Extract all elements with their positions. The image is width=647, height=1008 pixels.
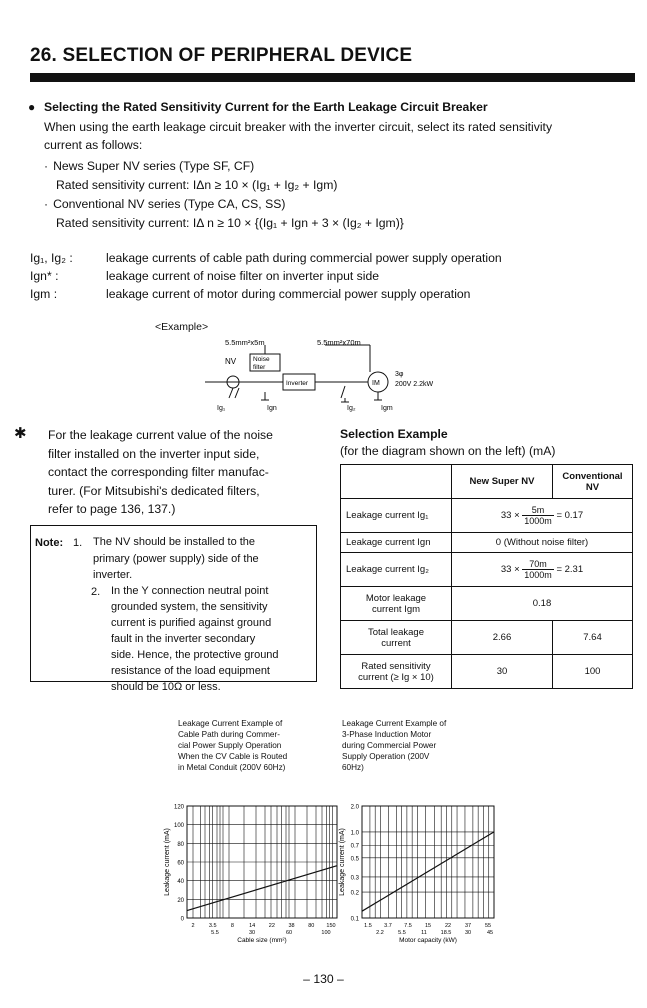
x-tick-label: 2 — [191, 923, 195, 929]
x-tick-label: 5.5 — [211, 930, 219, 936]
selection-title: Selection Example — [340, 427, 448, 441]
chart2-caption — [342, 718, 446, 773]
cable1-label: 5.5mm²x5m — [225, 338, 265, 347]
fraction-den: 1000m — [524, 570, 552, 580]
note-line: fault in the inverter secondary — [111, 633, 256, 645]
definition-row — [30, 249, 508, 267]
definition-symbol: Ig₁, Ig₂ : — [30, 251, 73, 265]
x-tick-label: 150 — [326, 923, 336, 929]
table-row — [341, 587, 633, 621]
row-label — [341, 621, 452, 655]
x-tick-label: 30 — [464, 930, 472, 936]
x-tick-label: 22 — [444, 923, 452, 929]
fraction — [522, 505, 554, 526]
definition-symbol: Ign* : — [30, 269, 59, 283]
selection-table — [340, 464, 633, 689]
definition-symbol: Igm : — [30, 287, 58, 301]
table-row — [341, 499, 633, 533]
note-line: current is purified against ground — [111, 617, 272, 629]
row-label-line: Total leakage — [368, 626, 424, 638]
row-label-line: current (≥ Ig × 10) — [358, 671, 434, 683]
chart1-caption — [178, 718, 287, 773]
caption-line: cial Power Supply Operation — [178, 741, 282, 750]
y-tick-label: 0 — [180, 916, 184, 923]
heading-text: Selecting the Rated Sensitivity Current for the Earth Leakage Circuit Breaker — [44, 100, 488, 114]
ign-value: 0 (Without noise filter) — [452, 533, 633, 553]
y-tick-label: 100 — [173, 823, 184, 830]
note-line: should be 10Ω or less. — [111, 681, 221, 693]
table-row — [341, 655, 633, 689]
x-tick-label: 2.2 — [376, 930, 384, 936]
selection-subtitle: (for the diagram shown on the left) (mA) — [340, 444, 556, 458]
y-tick-label: 20 — [177, 897, 184, 904]
x-axis-label: Cable size (mm²) — [237, 937, 287, 944]
ig2-label: Ig₂ — [347, 405, 356, 412]
note-line: grounded system, the sensitivity — [111, 601, 268, 613]
row-label-line: Motor leakage — [365, 592, 427, 604]
row-label-line: current Igm — [371, 603, 421, 615]
y-tick-label: 60 — [177, 860, 184, 867]
example-circuit-diagram — [195, 336, 445, 414]
row-label — [341, 655, 452, 689]
cable2-label: 5.5mm²x70m — [317, 338, 361, 347]
row-label-line: current — [381, 637, 411, 649]
x-axis-label: Motor capacity (kW) — [399, 937, 457, 944]
cable-leakage-chart — [165, 798, 340, 958]
intro-line-2: current as follows: — [44, 138, 143, 152]
x-tick-label: 38 — [288, 923, 295, 929]
y-tick-label: 2.0 — [350, 804, 359, 811]
phase-label: 3φ — [395, 371, 404, 378]
table-row — [341, 621, 633, 655]
x-tick-label: 37 — [464, 923, 472, 929]
fraction — [522, 559, 554, 580]
definition-text: leakage current of noise filter on inverter input side — [106, 269, 380, 283]
item-2: · Conventional NV series (Type CA, CS, SS) — [44, 197, 286, 211]
item-1: · News Super NV series (Type SF, CF) — [44, 159, 255, 173]
y-tick-label: 0.7 — [350, 843, 359, 850]
note-line: primary (power supply) side of the — [93, 552, 259, 565]
leakage-note-line: turer. (For Mitsubishi's dedicated filters, — [48, 483, 260, 498]
chart-frame — [362, 806, 494, 918]
leakage-note-line: filter installed on the inverter input side, — [48, 446, 260, 461]
table-header-row — [341, 465, 633, 499]
y-tick-label: 0.3 — [350, 875, 359, 882]
noise-filter-line1: Noise — [253, 356, 270, 363]
leakage-note — [48, 426, 273, 519]
title-rule — [30, 73, 635, 82]
note-line: side. Hence, the protective ground — [111, 649, 279, 661]
definition-text: leakage currents of cable path during commercial power supply operation — [106, 251, 502, 265]
rated-conv-value: 100 — [553, 655, 633, 689]
x-tick-label: 60 — [285, 930, 293, 936]
definitions-table — [30, 249, 508, 303]
leakage-note-line: contact the corresponding filter manufac- — [48, 465, 269, 479]
x-tick-label: 3.7 — [384, 923, 392, 929]
leakage-arrows — [229, 386, 345, 398]
x-tick-label: 100 — [321, 930, 331, 936]
note-item-2-num: 2. — [91, 586, 101, 598]
igm-label: Igm — [381, 405, 393, 412]
note-line: In the Y connection neutral point — [111, 585, 269, 597]
column-header: Conventional NV — [553, 465, 633, 499]
item-2-formula: Rated sensitivity current: IΔ n ≥ 10 × {(Ig₁ + Ign + 3 × (Ig₂ + Igm)} — [56, 216, 404, 230]
definition-row — [30, 267, 508, 285]
value-part: = 0.17 — [556, 510, 584, 522]
leakage-note-line: For the leakage current value of the noise — [48, 428, 273, 442]
bullet-icon: ● — [28, 100, 36, 114]
asterisk-icon: ✱ — [14, 425, 27, 442]
definition-text: leakage current of motor during commercial power supply operation — [106, 287, 471, 301]
note-item-1 — [93, 534, 259, 584]
section-title: 26. SELECTION OF PERIPHERAL DEVICE — [30, 45, 413, 66]
x-tick-label: 18.5 — [440, 930, 452, 936]
column-header: New Super NV — [452, 465, 553, 499]
example-label: <Example> — [155, 321, 209, 333]
row-label: Leakage current Ig₂ — [341, 553, 452, 587]
note-label: Note: — [35, 537, 64, 549]
table-row — [341, 553, 633, 587]
caption-line: in Metal Conduit (200V 60Hz) — [178, 763, 286, 772]
row-label-line: Rated sensitivity — [361, 660, 431, 672]
intro-line-1: When using the earth leakage circuit breaker with the inverter circuit, select its rated sensitivity — [44, 120, 553, 134]
caption-line: Leakage Current Example of — [178, 719, 283, 728]
value-part: 33 × — [500, 510, 520, 522]
item-1-title: News Super NV series (Type SF, CF) — [53, 159, 255, 173]
caption-line: Supply Operation (200V — [342, 752, 430, 761]
fraction-den: 1000m — [524, 516, 552, 526]
x-tick-label: 7.5 — [404, 923, 412, 929]
row-label — [341, 587, 452, 621]
note-item-1-num: 1. — [73, 537, 83, 549]
y-tick-label: 0.5 — [350, 856, 359, 863]
note-line: inverter. — [93, 569, 133, 581]
data-line — [362, 832, 494, 911]
leakage-note-line: refer to page 136, 137.) — [48, 502, 176, 516]
x-tick-label: 55 — [484, 923, 492, 929]
rated-new-value: 30 — [452, 655, 553, 689]
definition-row — [30, 285, 508, 303]
note-line: resistance of the load equipment — [111, 665, 270, 677]
ign-label: Ign — [267, 405, 277, 412]
fraction-num: 5m — [522, 505, 554, 516]
y-axis-label: Leakage current (mA) — [164, 828, 171, 896]
x-tick-label: 3.5 — [208, 923, 217, 929]
row-label: Leakage current Ign — [341, 533, 452, 553]
x-tick-label: 80 — [308, 923, 315, 929]
ig2-value — [452, 553, 633, 587]
x-tick-label: 11 — [421, 930, 427, 936]
value-part: 33 × — [500, 564, 520, 576]
x-tick-label: 45 — [486, 930, 494, 936]
igm-value: 0.18 — [452, 587, 633, 621]
row-label: Leakage current Ig₁ — [341, 499, 452, 533]
ig1-value — [452, 499, 633, 533]
y-tick-label: 0.2 — [350, 890, 359, 897]
total-conv-value: 7.64 — [553, 621, 633, 655]
caption-line: 3-Phase Induction Motor — [342, 730, 432, 739]
item-2-title: Conventional NV series (Type CA, CS, SS) — [53, 197, 286, 211]
ig1-label: Ig₁ — [217, 405, 226, 412]
y-tick-label: 0.1 — [350, 916, 359, 923]
x-tick-label: 22 — [268, 923, 275, 929]
value-part: = 2.31 — [556, 564, 584, 576]
item-1-formula: Rated sensitivity current: IΔn ≥ 10 × (Ig₁ + Ig₂ + Igm) — [56, 178, 338, 192]
note-line: The NV should be installed to the — [93, 536, 256, 548]
x-tick-label: 5.5 — [398, 930, 406, 936]
y-axis-label: Leakage current (mA) — [339, 828, 346, 896]
x-tick-label: 1.5 — [364, 923, 372, 929]
note-box — [30, 525, 317, 693]
y-tick-label: 80 — [177, 841, 184, 848]
inverter-label: Inverter — [286, 380, 309, 387]
caption-line: When the CV Cable is Routed — [178, 752, 288, 761]
total-new-value: 2.66 — [452, 621, 553, 655]
x-tick-label: 14 — [249, 923, 256, 929]
x-tick-label: 8 — [230, 923, 234, 929]
caption-line: 60Hz) — [342, 763, 364, 772]
y-tick-label: 1.0 — [350, 830, 359, 837]
note-item-2 — [111, 583, 279, 695]
motor-label: IM — [372, 380, 380, 387]
y-tick-label: 40 — [177, 879, 184, 886]
noise-filter-line2: filter — [253, 364, 266, 371]
rating-label: 200V 2.2kW — [395, 381, 434, 388]
x-tick-label: 15 — [424, 923, 432, 929]
table-row — [341, 533, 633, 553]
y-tick-label: 120 — [173, 804, 184, 811]
caption-line: Leakage Current Example of — [342, 719, 447, 728]
motor-leakage-chart — [340, 798, 505, 958]
page-number: – 130 – — [303, 972, 344, 986]
nv-label: NV — [225, 357, 237, 366]
fraction-num: 70m — [522, 559, 554, 570]
main-heading — [28, 98, 488, 116]
caption-line: during Commercial Power — [342, 741, 437, 750]
x-tick-label: 30 — [248, 930, 256, 936]
caption-line: Cable Path during Commer- — [178, 730, 280, 739]
